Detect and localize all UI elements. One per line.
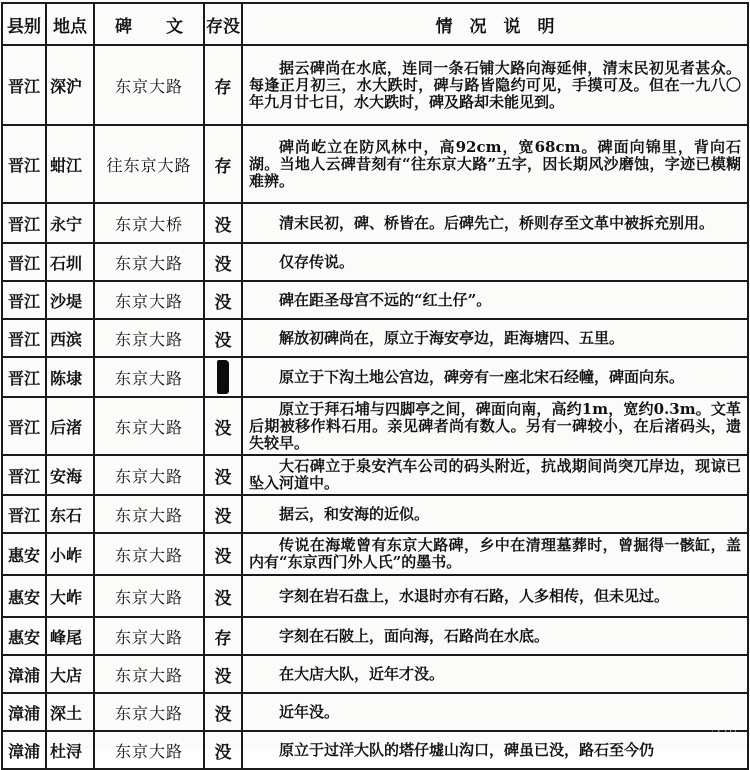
stele-cell: 东京大路: [94, 357, 204, 397]
table-row: [2, 617, 748, 655]
status-cell: 没: [204, 575, 242, 617]
status-cell: 没: [204, 319, 242, 357]
header-county: 县别: [2, 3, 46, 45]
table-row: [2, 281, 748, 319]
stele-cell: 东京大路: [94, 731, 204, 769]
place-cell: 陈埭: [46, 357, 94, 397]
status-cell: 没: [204, 655, 242, 693]
description-cell: 仅存传说。: [242, 243, 748, 281]
status-cell: 存: [204, 617, 242, 655]
place-cell: 杜浔: [46, 731, 94, 769]
county-cell: 晋江: [2, 397, 46, 455]
stele-cell: 东京大路: [94, 533, 204, 575]
description-cell: 字刻在岩石盘上，水退时亦有石路，人多相传，但未见过。: [242, 575, 748, 617]
stele-cell: 东京大路: [94, 455, 204, 495]
stele-cell: 东京大路: [94, 495, 204, 533]
county-cell: 晋江: [2, 455, 46, 495]
place-cell: 沙堤: [46, 281, 94, 319]
stele-table: [1, 2, 749, 770]
table-row: [2, 575, 748, 617]
county-cell: 漳浦: [2, 731, 46, 769]
county-cell: 晋江: [2, 243, 46, 281]
watermark: 文史: [707, 724, 738, 742]
place-cell: 深土: [46, 693, 94, 731]
stele-cell: 东京大路: [94, 243, 204, 281]
header-description: 情 况 说 明: [242, 3, 748, 45]
status-cell: 没: [204, 243, 242, 281]
status-cell: [204, 357, 242, 397]
status-cell: 没: [204, 533, 242, 575]
place-cell: 小岞: [46, 533, 94, 575]
stele-cell: 东京大路: [94, 45, 204, 125]
place-cell: 大店: [46, 655, 94, 693]
description-cell: 传说在海墘曾有东京大路碑，乡中在清理墓葬时，曾掘得一骸缸，盖内有“东京西门外人氏”的墨书。: [242, 533, 748, 575]
place-cell: 东石: [46, 495, 94, 533]
place-cell: 大岞: [46, 575, 94, 617]
description-cell: 解放初碑尚在，原立于海安亭边，距海塘四、五里。: [242, 319, 748, 357]
description-cell: 近年没。: [242, 693, 748, 731]
county-cell: 惠安: [2, 575, 46, 617]
description-cell: 原立于下沟土地公宫边，碑旁有一座北宋石经幢，碑面向东。: [242, 357, 748, 397]
description-cell: 原立于过洋大队的塔仔墟山沟口，碑虽已没，路石至今仍: [242, 731, 748, 769]
county-cell: 晋江: [2, 357, 46, 397]
county-cell: 晋江: [2, 319, 46, 357]
status-cell: 存: [204, 45, 242, 125]
table-row: [2, 125, 748, 203]
stele-cell: 东京大路: [94, 319, 204, 357]
table-row: [2, 495, 748, 533]
description-cell: 据云碑尚在水底，连同一条石铺大路向海延伸，清末民初见者甚众。每逢正月初三，水大跌时，碑与路皆隐约可见，手摸可及。但在一九八〇年九月廿七日，水大跌时，碑及路却未能见到。: [242, 45, 748, 125]
table-row: [2, 203, 748, 243]
county-cell: 晋江: [2, 45, 46, 125]
stele-cell: 东京大路: [94, 693, 204, 731]
table-row: [2, 655, 748, 693]
description-cell: 碑在距圣母宫不远的“红土仔”。: [242, 281, 748, 319]
county-cell: 晋江: [2, 203, 46, 243]
county-cell: 漳浦: [2, 655, 46, 693]
status-cell: 没: [204, 693, 242, 731]
description-cell: 原立于拜石埔与四脚亭之间，碑面向南，高约1m，宽约0.3m。文革后期被移作料石用。亲见碑者尚有数人。另有一碑较小，在后渚码头，遗失较早。: [242, 397, 748, 455]
stele-cell: 东京大路: [94, 281, 204, 319]
county-cell: 惠安: [2, 533, 46, 575]
description-cell: 在大店大队，近年才没。: [242, 655, 748, 693]
header-place: 地点: [46, 3, 94, 45]
status-cell: 没: [204, 281, 242, 319]
stele-cell: 东京大路: [94, 655, 204, 693]
place-cell: 蚶江: [46, 125, 94, 203]
county-cell: 晋江: [2, 281, 46, 319]
status-cell: 没: [204, 731, 242, 769]
description-cell: 清末民初，碑、桥皆在。后碑先亡，桥则存至文革中被拆充别用。: [242, 203, 748, 243]
status-cell: 没: [204, 203, 242, 243]
place-cell: 永宁: [46, 203, 94, 243]
stele-cell: 东京大路: [94, 575, 204, 617]
table-row: [2, 319, 748, 357]
place-cell: 峰尾: [46, 617, 94, 655]
place-cell: 石圳: [46, 243, 94, 281]
description-cell: 碑尚屹立在防风林中，高92cm，宽68cm。碑面向锦里，背向石湖。当地人云碑昔刻有“往东京大路”五字，因长期风沙磨蚀，字迹已模糊难辨。: [242, 125, 748, 203]
status-cell: 存: [204, 125, 242, 203]
header-stele-text: 碑 文: [94, 3, 204, 45]
place-cell: 深沪: [46, 45, 94, 125]
status-cell: 没: [204, 495, 242, 533]
place-cell: 安海: [46, 455, 94, 495]
stele-cell: 东京大路: [94, 617, 204, 655]
ink-blot: [217, 360, 229, 394]
header-status: 存没: [204, 3, 242, 45]
place-cell: 西滨: [46, 319, 94, 357]
table-row: [2, 45, 748, 125]
header-row: [2, 3, 748, 45]
table-row: [2, 243, 748, 281]
place-cell: 后渚: [46, 397, 94, 455]
table-row: [2, 357, 748, 397]
description-cell: 大石碑立于泉安汽车公司的码头附近，抗战期间尚突兀岸边，现谅已坠入河道中。: [242, 455, 748, 495]
county-cell: 惠安: [2, 617, 46, 655]
table-row: [2, 533, 748, 575]
county-cell: 晋江: [2, 495, 46, 533]
table-row: [2, 455, 748, 495]
status-cell: 没: [204, 455, 242, 495]
stele-cell: 东京大桥: [94, 203, 204, 243]
stele-cell: 东京大路: [94, 397, 204, 455]
county-cell: 晋江: [2, 125, 46, 203]
description-cell: 据云，和安海的近似。: [242, 495, 748, 533]
stele-cell: 往东京大路: [94, 125, 204, 203]
table-row: [2, 693, 748, 731]
status-cell: 没: [204, 397, 242, 455]
county-cell: 漳浦: [2, 693, 46, 731]
table-row: [2, 731, 748, 769]
description-cell: 字刻在石陂上，面向海，石路尚在水底。: [242, 617, 748, 655]
table-row: [2, 397, 748, 455]
